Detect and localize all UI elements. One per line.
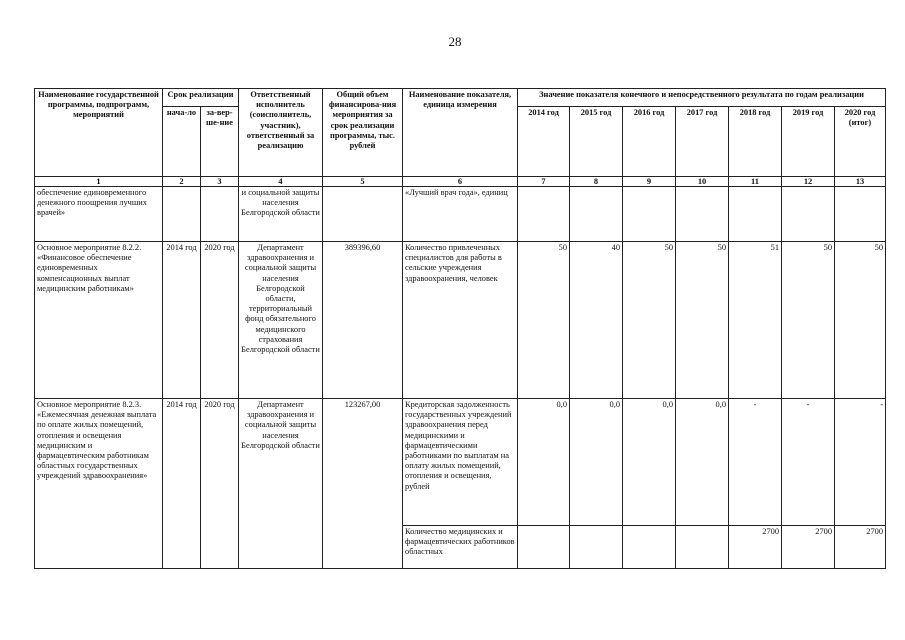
term-end: 2020 год	[201, 242, 239, 399]
header-year-2015: 2015 год	[570, 107, 623, 177]
col-number: 4	[239, 177, 323, 187]
table-row	[35, 242, 886, 399]
value-2018: 2700	[729, 526, 782, 569]
indicator: «Лучший врач года», единиц	[403, 187, 518, 242]
term-end: 2020 год	[201, 399, 239, 569]
funding-volume	[323, 187, 403, 242]
col-number: 1	[35, 177, 163, 187]
value-2015: 40	[570, 242, 623, 399]
value-2020: -	[835, 399, 886, 526]
value-2016: 0,0	[623, 399, 676, 526]
col-number: 11	[729, 177, 782, 187]
term-start: 2014 год	[163, 242, 201, 399]
value-2020: 50	[835, 242, 886, 399]
value-2014: 0,0	[518, 399, 570, 526]
value-2015	[570, 526, 623, 569]
value-2015: 0,0	[570, 399, 623, 526]
col-number: 9	[623, 177, 676, 187]
measure-name: Основное мероприятие 8.2.2. «Финансовое обеспечение единовременных компенсационных выплат медицинским работникам»	[35, 242, 163, 399]
executor: Департамент здравоохранения и социальной защиты населения Белгородской области, территориальный фонд обязательного медицинского страхования Белгородской области	[239, 242, 323, 399]
page-number: 28	[448, 34, 462, 49]
header-year-2018: 2018 год	[729, 107, 782, 177]
header-year-2016: 2016 год	[623, 107, 676, 177]
header-name: Наименование государственной программы, подпрограмм, мероприятий	[35, 89, 163, 177]
col-number: 13	[835, 177, 886, 187]
executor: и социальной защиты населения Белгородской области	[239, 187, 323, 242]
value-2016	[623, 526, 676, 569]
value-2014	[518, 187, 570, 242]
value-2020: 2700	[835, 526, 886, 569]
value-2019: 2700	[782, 526, 835, 569]
col-number: 2	[163, 177, 201, 187]
funding-volume: 123267,00	[323, 399, 403, 569]
program-table	[34, 88, 886, 569]
value-2017: 0,0	[676, 399, 729, 526]
measure-name: обеспечение единовременного денежного поощрения лучших врачей»	[35, 187, 163, 242]
header-values: Значение показателя конечного и непосредственного результата по годам реализации	[518, 89, 886, 107]
col-number: 10	[676, 177, 729, 187]
value-2019	[782, 187, 835, 242]
header-volume: Общий объем финансирова-ния мероприятия за срок реализации программы, тыс. рублей	[323, 89, 403, 177]
measure-name: Основное мероприятие 8.2.3. «Ежемесячная денежная выплата по оплате жилых помещений, отопления и освещения медицинским и фармацевтическим работникам областных государственных учреждений здравоохранения»	[35, 399, 163, 569]
executor: Департамент здравоохранения и социальной защиты населения Белгородской области	[239, 399, 323, 569]
value-2018: 51	[729, 242, 782, 399]
value-2018: -	[729, 399, 782, 526]
col-number: 6	[403, 177, 518, 187]
term-start	[163, 187, 201, 242]
header-year-2019: 2019 год	[782, 107, 835, 177]
value-2017: 50	[676, 242, 729, 399]
indicator: Количество медицинских и фармацевтических работников областных	[403, 526, 518, 569]
col-number: 7	[518, 177, 570, 187]
col-number: 5	[323, 177, 403, 187]
table-row	[35, 187, 886, 242]
header-term-start: нача-ло	[163, 107, 201, 177]
value-2014	[518, 526, 570, 569]
value-2018	[729, 187, 782, 242]
value-2019: -	[782, 399, 835, 526]
column-number-row	[35, 177, 886, 187]
header-year-2014: 2014 год	[518, 107, 570, 177]
header-term-end: за-вер-ше-ние	[201, 107, 239, 177]
header-term: Срок реализации	[163, 89, 239, 107]
col-number: 12	[782, 177, 835, 187]
header-year-2020: 2020 год (итог)	[835, 107, 886, 177]
header-year-2017: 2017 год	[676, 107, 729, 177]
value-2017	[676, 526, 729, 569]
value-2016: 50	[623, 242, 676, 399]
value-2017	[676, 187, 729, 242]
indicator: Кредиторская задолженность государственных учреждений здравоохранения перед медицинскими и фармацевтическими работниками по выплатам на оплату жилых помещений, отопления и освещения, рублей	[403, 399, 518, 526]
header-indicator: Наименование показателя, единица измерения	[403, 89, 518, 177]
funding-volume: 389396,60	[323, 242, 403, 399]
term-start: 2014 год	[163, 399, 201, 569]
col-number: 3	[201, 177, 239, 187]
value-2016	[623, 187, 676, 242]
term-end	[201, 187, 239, 242]
indicator: Количество привлеченных специалистов для работы в сельские учреждения здравоохранения, человек	[403, 242, 518, 399]
value-2014: 50	[518, 242, 570, 399]
value-2019: 50	[782, 242, 835, 399]
header-executor: Ответственный исполнитель (соисполнитель, участник), ответственный за реализацию	[239, 89, 323, 177]
table-row	[35, 399, 886, 526]
value-2020	[835, 187, 886, 242]
value-2015	[570, 187, 623, 242]
col-number: 8	[570, 177, 623, 187]
